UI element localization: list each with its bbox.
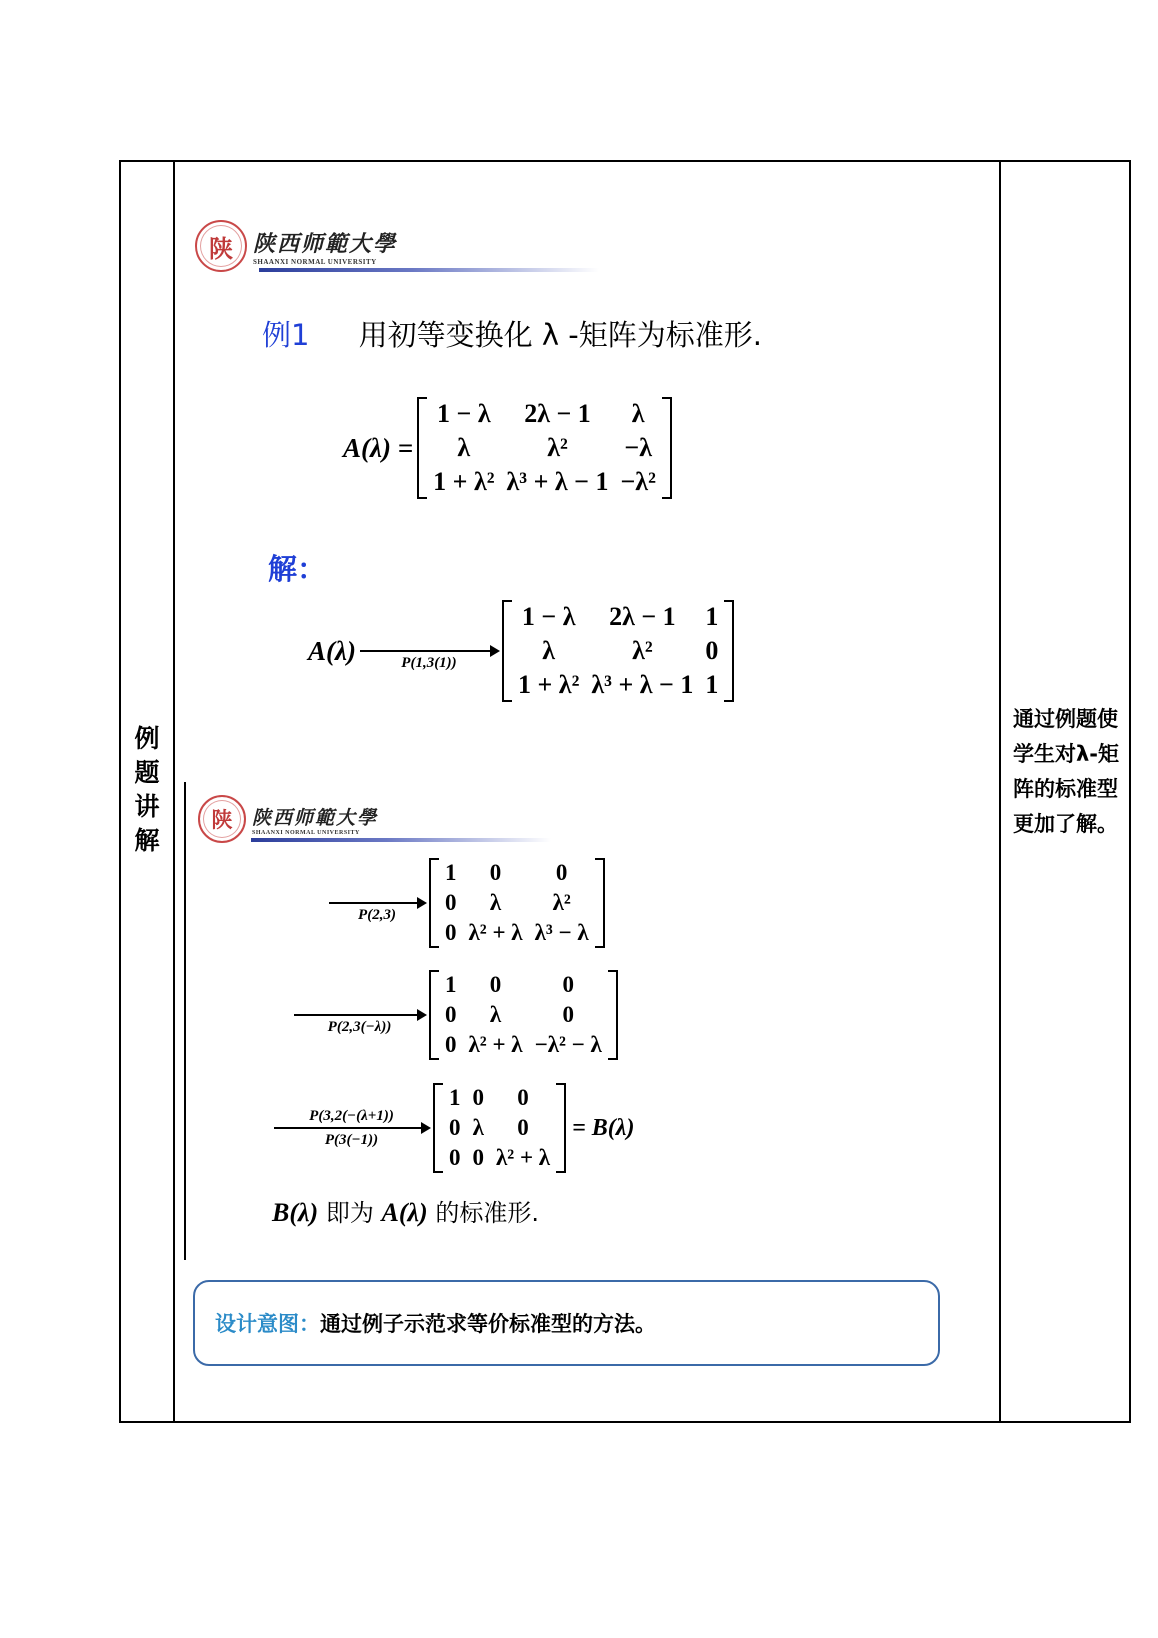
university-seal-icon: 陕 xyxy=(198,795,246,843)
matrix-a xyxy=(417,397,672,499)
university-name-cn: 陕西师範大學 xyxy=(252,806,379,829)
matrix-a-lhs: A(λ) = xyxy=(343,432,414,463)
matrix-cell: 1 + λ² xyxy=(433,467,495,496)
matrix-cell: 0 xyxy=(517,1115,529,1140)
matrix-cell: 2λ − 1 xyxy=(609,602,676,631)
matrix-cell: 0 xyxy=(489,860,502,885)
matrix-cell: λ² + λ xyxy=(496,1145,551,1170)
matrix-cell: λ xyxy=(542,636,556,665)
matrix-cell: λ³ + λ − 1 xyxy=(591,670,694,699)
matrix-cell: 1 xyxy=(445,860,457,885)
matrix-cell: 0 xyxy=(472,1085,484,1110)
matrix-cell: λ xyxy=(489,890,502,915)
matrix-cell: 0 xyxy=(555,860,568,885)
matrix-cell: λ² xyxy=(547,433,568,462)
section-label-char: 题 xyxy=(134,758,160,787)
transform-arrow xyxy=(360,650,498,671)
step-2-matrix xyxy=(429,858,605,948)
matrix-cell: λ² + λ xyxy=(468,1032,523,1057)
university-seal-icon: 陕 xyxy=(195,220,247,272)
matrix-cell: 1 xyxy=(445,972,457,997)
logo-underline xyxy=(259,268,599,272)
step-1-lhs: A(λ) xyxy=(308,635,356,666)
matrix-cell: 0 xyxy=(449,1115,461,1140)
matrix-cell: 0 xyxy=(517,1085,529,1110)
matrix-cell: 0 xyxy=(445,1032,457,1057)
section-label-char: 例 xyxy=(134,724,160,753)
conclusion-mid: 即为 xyxy=(325,1199,374,1227)
column-divider xyxy=(173,162,175,1421)
matrix-cell: 0 xyxy=(445,920,457,945)
step-4-rhs: = B(λ) xyxy=(572,1114,635,1141)
transform-arrow xyxy=(329,902,425,923)
example-text: 用初等变换化 λ -矩阵为标准形. xyxy=(358,318,762,352)
step-3-matrix xyxy=(429,970,618,1060)
matrix-cell: λ xyxy=(631,399,645,428)
matrix-cell: 1 xyxy=(449,1085,461,1110)
conclusion-a: A(λ) xyxy=(381,1198,428,1227)
matrix-cell: λ xyxy=(489,1002,502,1027)
step-1-matrix xyxy=(502,600,734,702)
conclusion-line xyxy=(272,1193,539,1228)
matrix-cell: 0 xyxy=(445,1002,457,1027)
matrix-cell: λ xyxy=(472,1115,484,1140)
matrix-cell: 0 xyxy=(472,1145,484,1170)
matrix-a-equation xyxy=(343,397,672,499)
step-1-equation xyxy=(308,600,734,702)
section-label-char: 讲 xyxy=(134,792,160,821)
step-2-equation xyxy=(325,858,605,948)
step-4-matrix xyxy=(433,1083,566,1173)
matrix-cell: 1 + λ² xyxy=(517,670,580,699)
example-title xyxy=(262,313,762,354)
matrix-cell: 1 − λ xyxy=(437,399,491,428)
transform-label: P(2,3(−λ)) xyxy=(327,1019,392,1035)
section-label-char: 解 xyxy=(134,826,160,855)
section-label xyxy=(121,722,173,858)
design-intent-text: 通过例子示范求等价标准型的方法。 xyxy=(320,1312,656,1336)
matrix-cell: 2λ − 1 xyxy=(524,399,591,428)
transform-arrow xyxy=(274,1108,429,1148)
matrix-cell: λ³ − λ xyxy=(534,920,589,945)
matrix-cell: 0 xyxy=(489,972,502,997)
university-name-cn: 陕西师範大學 xyxy=(253,230,398,257)
side-note: 通过例题使学生对λ-矩阵的标准型更加了解。 xyxy=(1013,707,1120,836)
matrix-cell: −λ² xyxy=(620,467,656,496)
matrix-cell: 0 xyxy=(562,1002,574,1027)
matrix-cell: 0 xyxy=(449,1145,461,1170)
example-label: 例1 xyxy=(262,318,310,352)
matrix-cell: 1 xyxy=(705,602,719,631)
matrix-cell: 0 xyxy=(445,890,457,915)
transform-label: P(1,3(1)) xyxy=(401,655,457,671)
matrix-cell: 0 xyxy=(562,972,574,997)
transform-label: P(3(−1)) xyxy=(324,1132,379,1148)
design-intent-label: 设计意图： xyxy=(215,1312,320,1336)
solution-label: 解： xyxy=(268,552,327,586)
matrix-cell: 1 − λ xyxy=(521,602,576,631)
conclusion-end: 的标准形. xyxy=(435,1199,539,1227)
transform-label: P(2,3) xyxy=(358,907,396,923)
step-4-equation xyxy=(270,1083,634,1173)
matrix-cell: −λ² − λ xyxy=(534,1032,602,1057)
logo-underline xyxy=(251,838,551,842)
matrix-cell: λ³ + λ − 1 xyxy=(506,467,609,496)
transform-arrow xyxy=(294,1014,425,1035)
matrix-cell: 0 xyxy=(705,636,719,665)
column-divider xyxy=(999,162,1001,1421)
university-name-en: SHAANXI NORMAL UNIVERSITY xyxy=(253,257,377,266)
matrix-cell: 1 xyxy=(705,670,719,699)
transform-label: P(3,2(−(λ+1)) xyxy=(309,1108,394,1124)
design-intent-box xyxy=(193,1280,940,1366)
university-logo xyxy=(198,795,378,843)
matrix-cell: λ² xyxy=(632,636,653,665)
university-name-en: SHAANXI NORMAL UNIVERSITY xyxy=(252,829,360,836)
matrix-cell: λ xyxy=(457,433,471,462)
matrix-cell: λ² xyxy=(552,890,571,915)
slide-edge xyxy=(184,782,186,1260)
matrix-cell: λ² + λ xyxy=(468,920,523,945)
step-3-equation xyxy=(290,970,618,1060)
conclusion-b: B(λ) xyxy=(272,1198,319,1227)
matrix-cell: −λ xyxy=(624,433,652,462)
university-logo xyxy=(195,220,397,272)
